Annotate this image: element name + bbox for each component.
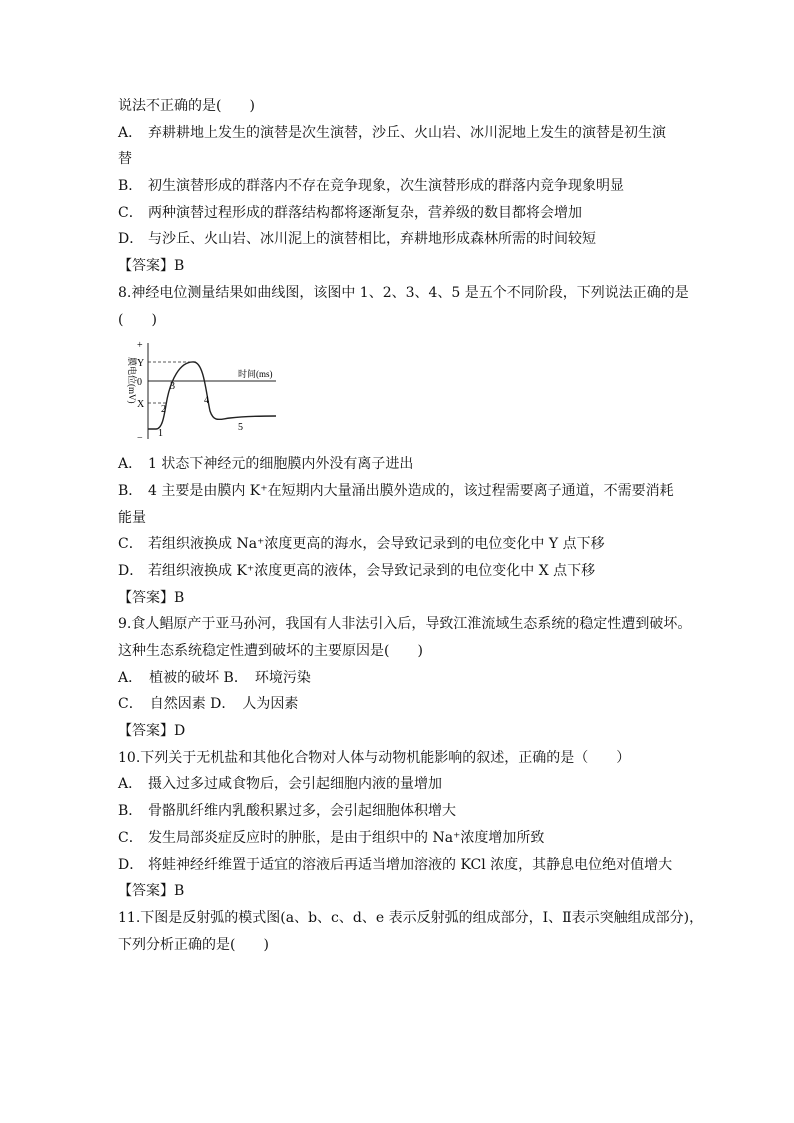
- option-letter: C．: [118, 829, 143, 846]
- zero-label: 0: [137, 377, 142, 389]
- q8-option-b-cont: 能量: [118, 509, 146, 526]
- option-letter: C．: [118, 204, 143, 221]
- q8-stem-cont: ( ): [118, 311, 157, 328]
- q10-option-b: [118, 798, 684, 825]
- q7-option-b: [118, 173, 684, 200]
- q8-option-c: [118, 531, 684, 558]
- document-page: [118, 93, 704, 958]
- option-letter: D．: [118, 231, 144, 248]
- stage-label-4: 4: [204, 395, 209, 407]
- q9-stem: 9.食人鲳原产于亚马孙河，我国有人非法引入后，导致江淮流域生态系统的稳定性遭到破坏。: [118, 616, 692, 633]
- option-letter: D．: [118, 562, 144, 579]
- minus-label: −: [137, 433, 143, 445]
- q7-option-a: [118, 120, 684, 147]
- q10-answer: 【答案】B: [118, 883, 185, 900]
- y-axis-label: 膜电位(mV): [127, 357, 137, 404]
- plus-label: +: [137, 340, 143, 352]
- option-text: 两种演替过程形成的群落结构都将逐渐复杂，营养级的数目都将会增加: [148, 204, 582, 221]
- option-text: 发生局部炎症反应时的肿胀，是由于组织中的 Na⁺浓度增加所致: [148, 829, 545, 846]
- option-text: 若组织液换成 K⁺浓度更高的液体，会导致记录到的电位变化中 X 点下移: [148, 562, 596, 579]
- q9-answer: 【答案】D: [118, 723, 186, 740]
- q7-option-a-cont: 替: [118, 151, 132, 168]
- q8-stem: 8.神经电位测量结果如曲线图，该图中 1、2、3、4、5 是五个不同阶段，下列说法正确的是: [118, 284, 689, 301]
- option-text: 摄入过多过咸食物后，会引起细胞内液的量增加: [148, 776, 442, 793]
- y-point-label: Y: [137, 358, 145, 370]
- membrane-potential-figure: [118, 335, 684, 447]
- option-letter: A．: [118, 776, 143, 793]
- option-text: 初生演替形成的群落内不存在竞争现象，次生演替形成的群落内竞争现象明显: [148, 178, 624, 195]
- stage-label-3: 3: [170, 381, 175, 393]
- q7-stem: 说法不正确的是( ): [118, 98, 255, 114]
- option-letter: C．: [118, 536, 143, 553]
- option-letter: A．: [118, 456, 143, 473]
- option-text: 骨骼肌纤维内乳酸积累过多，会引起细胞体积增大: [148, 803, 456, 820]
- option-letter: B．: [118, 482, 143, 499]
- q8-answer: 【答案】B: [118, 589, 185, 606]
- option-letter: B．: [118, 178, 143, 195]
- membrane-potential-graph: [118, 335, 288, 447]
- q8-option-a: [118, 451, 684, 478]
- q9-options-row-2: C． 自然因素 D． 人为因素: [118, 696, 299, 713]
- q10-option-d: [118, 852, 684, 879]
- option-text: 与沙丘、火山岩、冰川泥上的演替相比，弃耕地形成森林所需的时间较短: [148, 231, 596, 248]
- option-text: 1 状态下神经元的细胞膜内外没有离子进出: [148, 456, 414, 473]
- stage-label-1: 1: [158, 428, 163, 440]
- option-text: 若组织液换成 Na⁺浓度更高的海水，会导致记录到的电位变化中 Y 点下移: [148, 536, 605, 553]
- q9-stem-cont: 这种生态系统稳定性遭到破坏的主要原因是( ): [118, 643, 423, 659]
- q10-option-a: [118, 771, 684, 798]
- option-letter: D．: [118, 856, 144, 873]
- option-letter: B．: [118, 803, 143, 820]
- x-axis-label: 时间(ms): [238, 369, 273, 380]
- q7-option-d: [118, 226, 684, 253]
- q10-option-c: [118, 825, 684, 852]
- q9-options-row-1: A． 植被的破坏 B． 环境污染: [118, 669, 311, 686]
- stage-label-2: 2: [161, 404, 166, 416]
- option-text: 弃耕耕地上发生的演替是次生演替，沙丘、火山岩、冰川泥地上发生的演替是初生演: [148, 124, 666, 141]
- q7-option-c: [118, 200, 684, 227]
- option-text: 4 主要是由膜内 K⁺在短期内大量涌出膜外造成的，该过程需要离子通道，不需要消耗: [148, 482, 674, 499]
- stage-label-5: 5: [238, 422, 243, 434]
- q8-option-b: [118, 478, 684, 505]
- x-point-label: X: [137, 399, 145, 411]
- q7-answer: 【答案】B: [118, 258, 185, 275]
- q10-stem: 10.下列关于无机盐和其他化合物对人体与动物机能影响的叙述，正确的是（ ）: [118, 749, 631, 766]
- q8-option-d: [118, 558, 684, 585]
- q11-stem-cont: 下列分析正确的是( ): [118, 936, 269, 953]
- q11-stem: 11.下图是反射弧的模式图(a、b、c、d、e 表示反射弧的组成部分，Ⅰ、Ⅱ表示突触组成部分)，: [118, 909, 704, 926]
- option-letter: A．: [118, 124, 143, 141]
- option-text: 将蛙神经纤维置于适宜的溶液后再适当增加溶液的 KCl 浓度，其静息电位绝对值增大: [148, 856, 673, 873]
